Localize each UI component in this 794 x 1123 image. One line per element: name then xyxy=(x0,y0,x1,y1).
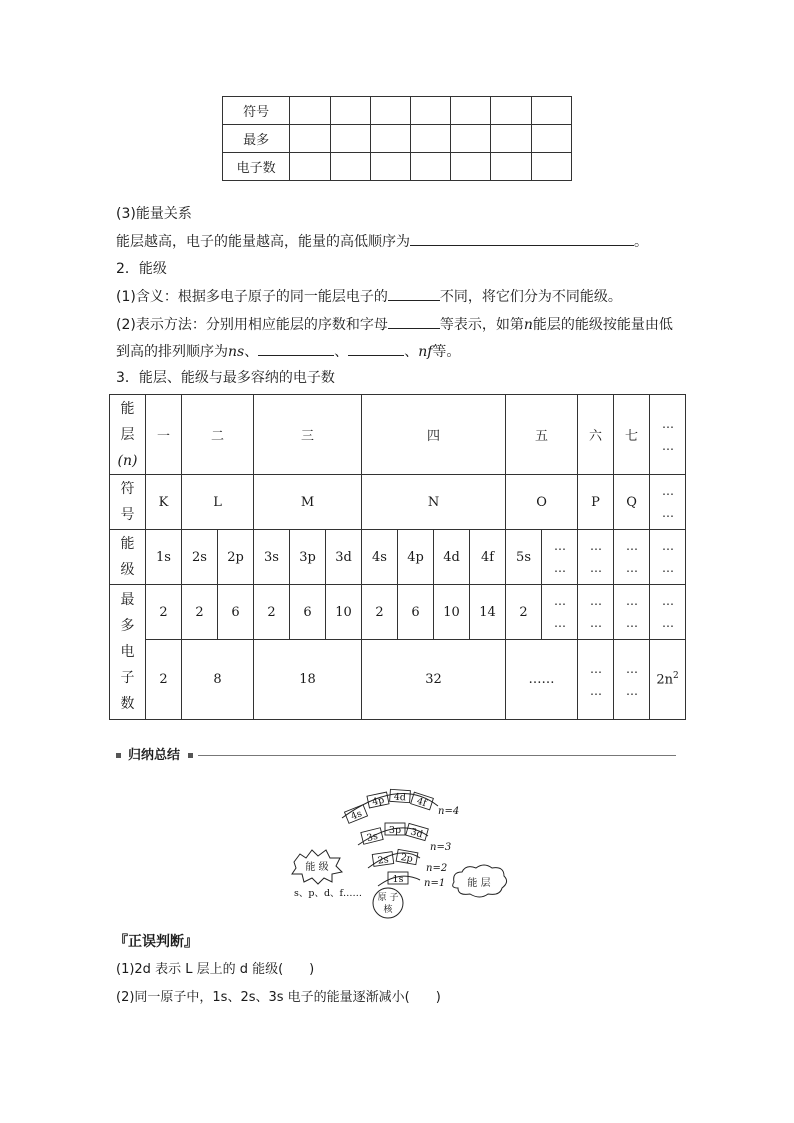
level-cell: 5s xyxy=(506,530,542,585)
orbital-label: 3d xyxy=(409,826,424,841)
layer-cell: 五 xyxy=(506,395,578,475)
symbol-cell: O xyxy=(506,475,578,530)
level-cell: 4s xyxy=(362,530,398,585)
level-cell: 2p xyxy=(218,530,254,585)
symbol-cell: Q xyxy=(614,475,650,530)
table-row xyxy=(110,640,686,720)
layer-cell: 四 xyxy=(362,395,506,475)
ellipsis-cell: … … xyxy=(650,475,686,530)
level-cell: 4p xyxy=(398,530,434,585)
table-row xyxy=(110,395,686,475)
row-header-level: 能 级 xyxy=(110,530,146,585)
ellipsis-cell: … … xyxy=(542,585,578,640)
layer-max-cell: …… xyxy=(506,640,578,720)
n-label: n=3 xyxy=(430,842,452,853)
table-row xyxy=(110,585,686,640)
burst-label: 能 级 xyxy=(305,862,329,873)
cloud-label: 能 层 xyxy=(467,878,491,889)
ellipsis-cell: … … xyxy=(650,585,686,640)
n-label: n=2 xyxy=(426,863,448,874)
answer-blank[interactable] xyxy=(388,286,440,301)
symbol-cell: M xyxy=(254,475,362,530)
level-max-cell: 6 xyxy=(290,585,326,640)
ellipsis-cell: … … xyxy=(578,585,614,640)
orbital-label: 4d xyxy=(393,791,407,804)
level-max-cell: 6 xyxy=(398,585,434,640)
paragraph: (2)表示方法：分别用相应能层的序数和字母 等表示，如第n能层的能级按能量由低 xyxy=(116,314,673,335)
level-max-cell: 2 xyxy=(182,585,218,640)
table-row xyxy=(110,475,686,530)
level-cell: 2s xyxy=(182,530,218,585)
ellipsis-cell: … … xyxy=(650,395,686,475)
level-max-cell: 6 xyxy=(218,585,254,640)
level-cell: 3d xyxy=(326,530,362,585)
nucleus-label: 原 子 xyxy=(377,893,399,903)
judge-title: 『正误判断』 xyxy=(114,934,198,950)
layer-max-cell: 18 xyxy=(254,640,362,720)
table-row xyxy=(223,125,572,153)
row-header-max: 最 多 电 子 数 xyxy=(110,585,146,720)
n-label: n=1 xyxy=(424,878,446,889)
row-header: 电子数 xyxy=(223,153,290,181)
level-max-cell: 10 xyxy=(434,585,470,640)
divider xyxy=(198,755,676,756)
orbital-label: 4p xyxy=(371,794,386,809)
symbol-cell: N xyxy=(362,475,506,530)
orbital-label: 4s xyxy=(349,808,364,823)
level-max-cell: 2 xyxy=(146,585,182,640)
layer-cell: 七 xyxy=(614,395,650,475)
layer-max-cell: 8 xyxy=(182,640,254,720)
layer-cell: 三 xyxy=(254,395,362,475)
row-header-layer: 能 层 (n) xyxy=(110,395,146,475)
table-row xyxy=(223,97,572,125)
nucleus-label: 核 xyxy=(383,905,393,915)
ellipsis-cell: … … xyxy=(542,530,578,585)
level-cell: 4d xyxy=(434,530,470,585)
energy-level-table xyxy=(109,394,686,720)
ellipsis-cell: … … xyxy=(578,640,614,720)
paragraph: 能层越高，电子的能量越高，能量的高低顺序为 。 xyxy=(116,231,648,252)
bullet-icon xyxy=(188,753,193,758)
answer-blank[interactable] xyxy=(258,341,334,356)
level-max-cell: 2 xyxy=(254,585,290,640)
bullet-icon xyxy=(116,753,121,758)
symbol-cell: P xyxy=(578,475,614,530)
top-table xyxy=(222,96,572,181)
level-max-cell: 2 xyxy=(506,585,542,640)
symbol-cell: K xyxy=(146,475,182,530)
answer-blank[interactable] xyxy=(348,341,404,356)
layer-max-cell: 2 xyxy=(146,640,182,720)
row-header: 符号 xyxy=(223,97,290,125)
orbital-label: 2s xyxy=(377,854,390,867)
row-header: 最多 xyxy=(223,125,290,153)
formula-cell: $2n^2$ xyxy=(650,640,686,720)
section-heading: 2．能级 xyxy=(116,261,167,277)
orbital-label: 4f xyxy=(415,795,428,810)
spdf-label: s、p、d、f…… xyxy=(294,888,363,899)
layer-cell: 二 xyxy=(182,395,254,475)
paragraph: (1)含义：根据多电子原子的同一能层电子的 不同，将它们分为不同能级。 xyxy=(116,286,622,307)
ellipsis-cell: … … xyxy=(650,530,686,585)
level-cell: 3p xyxy=(290,530,326,585)
ellipsis-cell: … … xyxy=(614,640,650,720)
n-label: n=4 xyxy=(438,806,460,817)
table-row xyxy=(110,530,686,585)
ellipsis-cell: … … xyxy=(578,530,614,585)
summary-title: 归纳总结 xyxy=(128,748,181,763)
paragraph: 到高的排列顺序为ns、 、 、nf等。 xyxy=(116,341,460,362)
table-row xyxy=(223,153,572,181)
question-item: (2)同一原子中，1s、2s、3s 电子的能量逐渐减小( ) xyxy=(116,990,441,1005)
level-cell: 3s xyxy=(254,530,290,585)
orbital-label: 2p xyxy=(399,852,414,865)
level-cell: 4f xyxy=(470,530,506,585)
question-item: (1)2d 表示 L 层上的 d 能级( ) xyxy=(116,962,315,977)
ellipsis-cell: … … xyxy=(614,585,650,640)
layer-max-cell: 32 xyxy=(362,640,506,720)
summary-header xyxy=(116,748,678,764)
level-max-cell: 10 xyxy=(326,585,362,640)
energy-level-diagram xyxy=(280,778,520,928)
section-heading: 3．能层、能级与最多容纳的电子数 xyxy=(116,370,335,386)
answer-blank[interactable] xyxy=(410,231,634,246)
symbol-cell: L xyxy=(182,475,254,530)
answer-blank[interactable] xyxy=(388,314,440,329)
orbital-label: 3p xyxy=(388,825,402,836)
layer-cell: 六 xyxy=(578,395,614,475)
level-max-cell: 14 xyxy=(470,585,506,640)
row-header-symbol: 符 号 xyxy=(110,475,146,530)
level-max-cell: 2 xyxy=(362,585,398,640)
ellipsis-cell: … … xyxy=(614,530,650,585)
section-heading: (3)能量关系 xyxy=(116,206,192,222)
orbital-label: 1s xyxy=(392,874,404,885)
layer-cell: 一 xyxy=(146,395,182,475)
level-cell: 1s xyxy=(146,530,182,585)
orbital-label: 3s xyxy=(365,830,379,845)
